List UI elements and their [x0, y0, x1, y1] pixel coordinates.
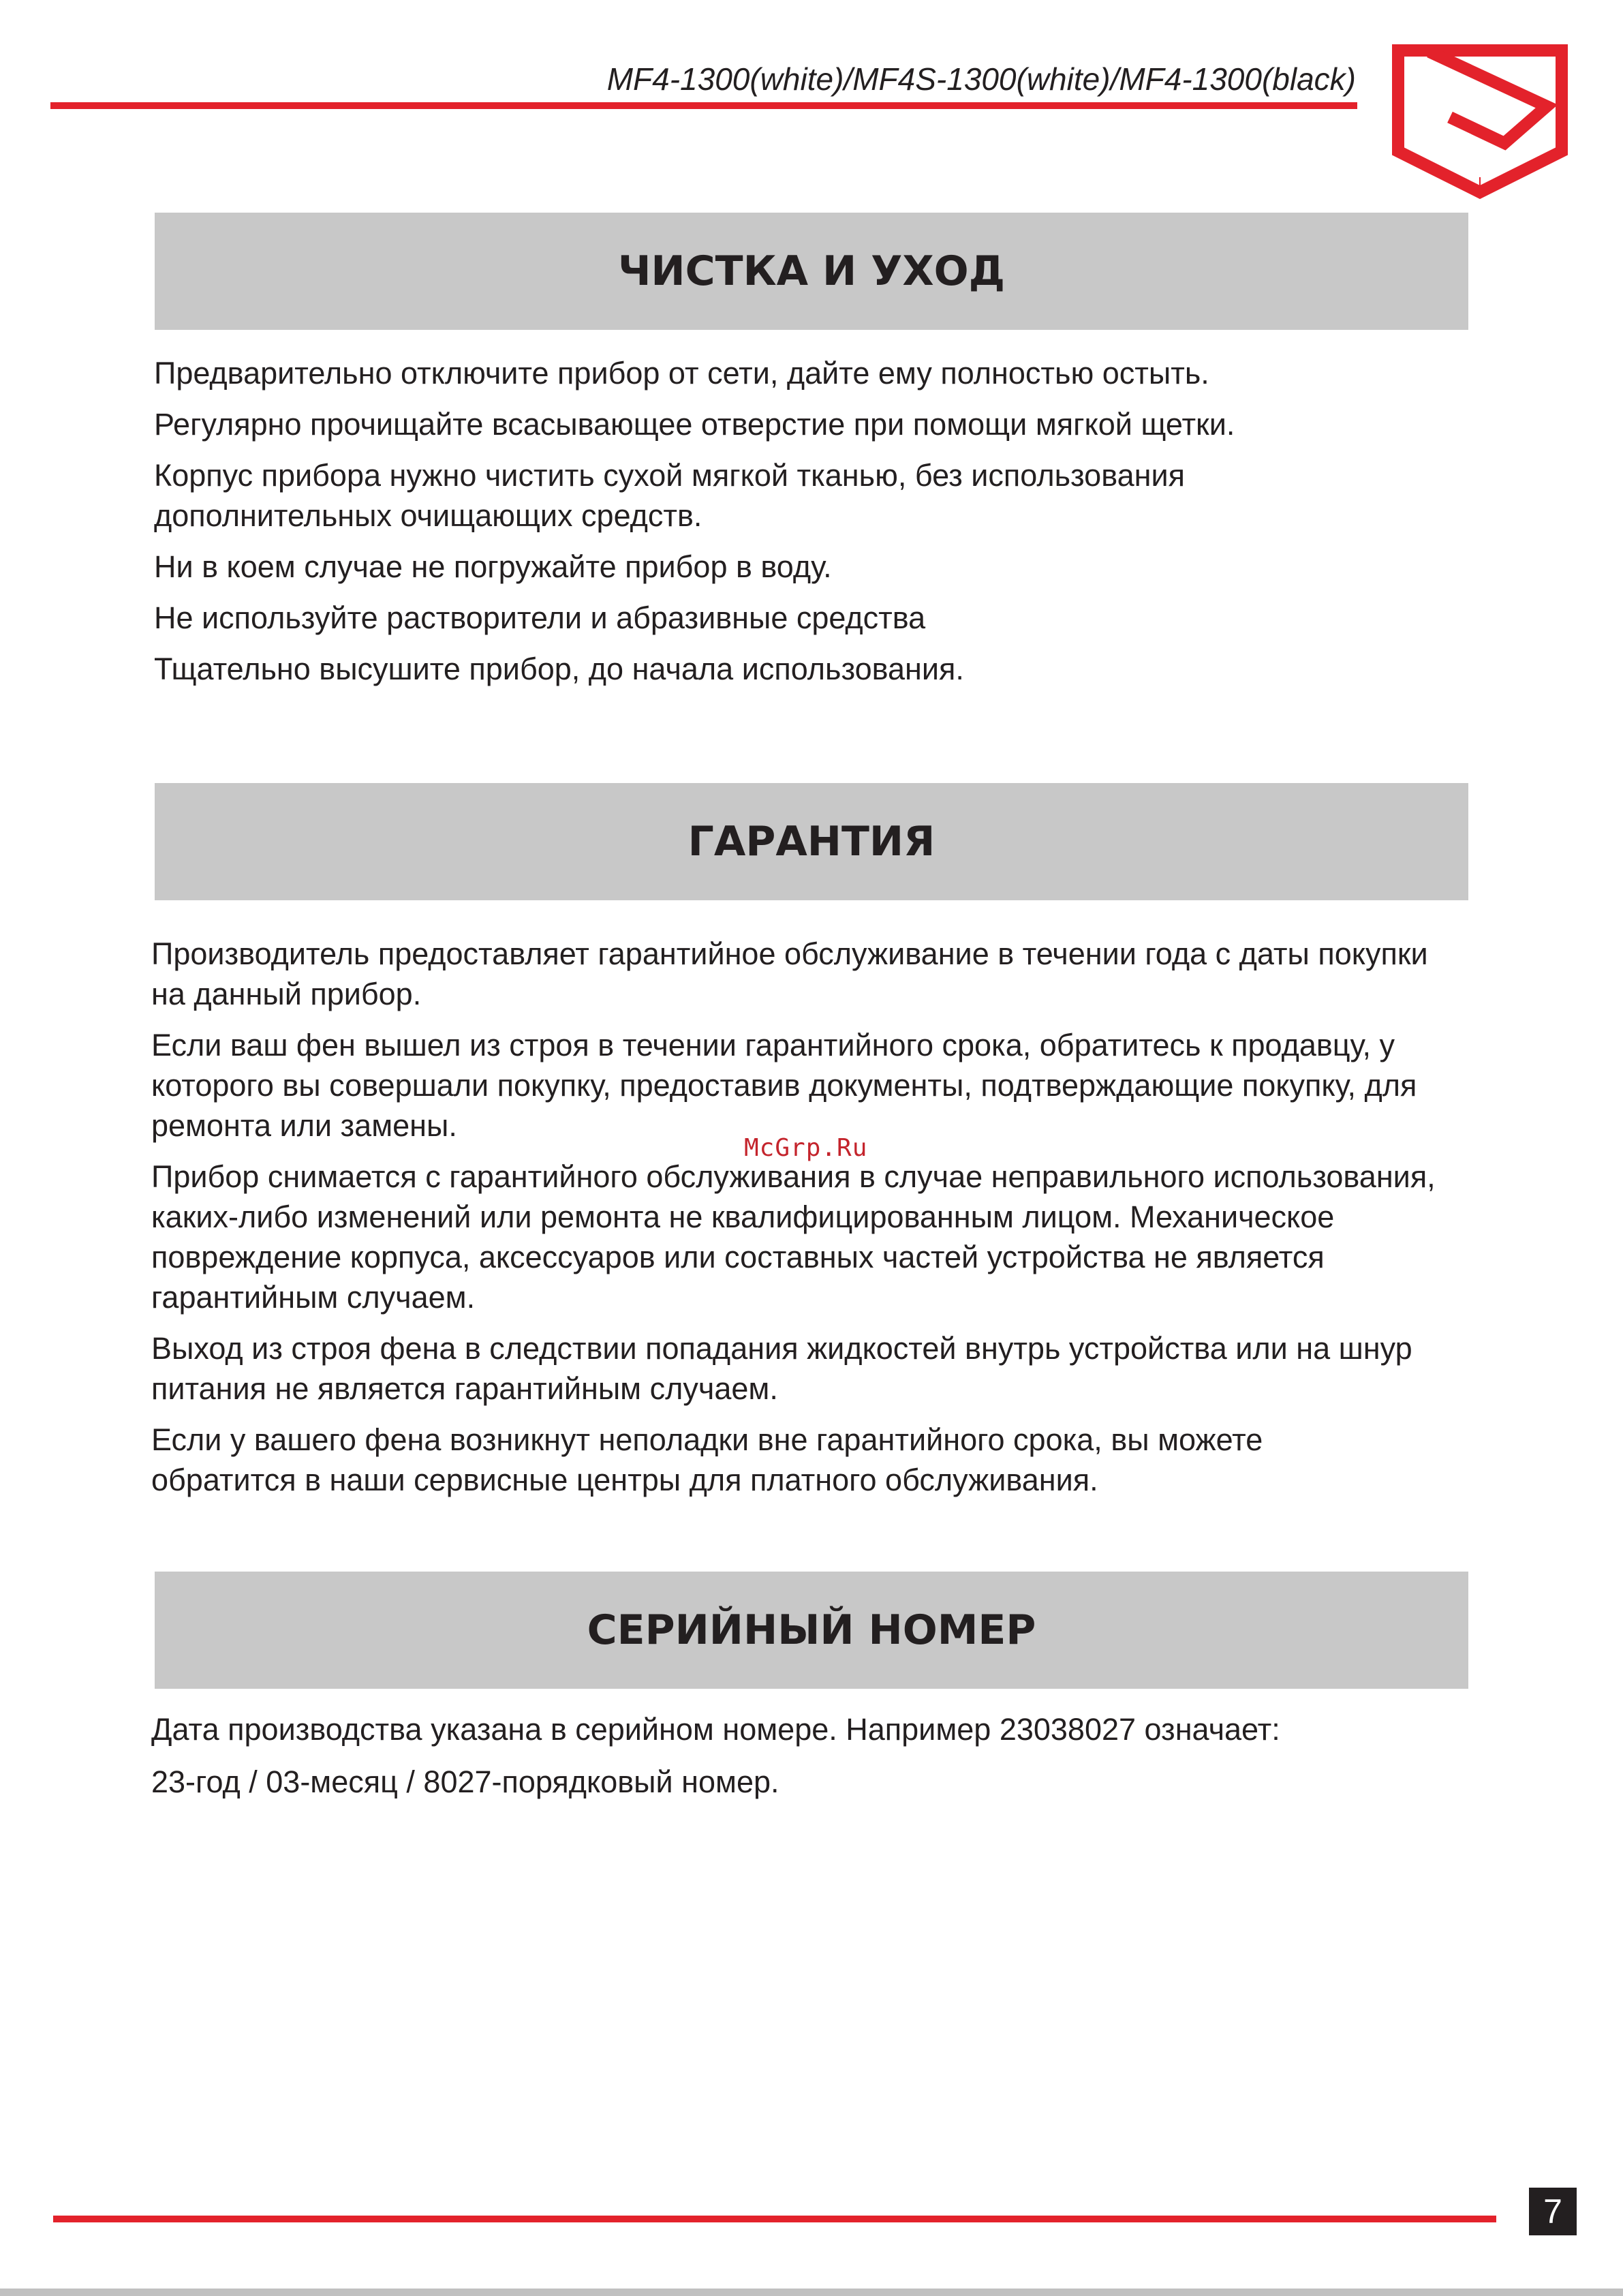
watermark: McGrp.Ru: [744, 1134, 868, 1162]
paragraph: Тщательно высушите прибор, до начала использования.: [154, 652, 964, 686]
paragraph: Выход из строя фена в следствии попадания жидкостей внутрь устройства или на шнур питания не является гарантийным случаем.: [151, 1331, 1412, 1406]
section-title-warranty: ГАРАНТИЯ: [155, 783, 1468, 900]
warranty-text: [151, 934, 1487, 1511]
paragraph: Корпус прибора нужно чистить сухой мягкой тканью, без использования дополнительных очищающих средств.: [154, 458, 1185, 533]
paragraph: Дата производства указана в серийном номере. Например 23038027 означает:: [151, 1712, 1280, 1747]
paragraph: Регулярно прочищайте всасывающее отверстие при помощи мягкой щетки.: [154, 407, 1235, 442]
red-chevron-logo-icon: [1389, 41, 1571, 199]
section-title-cleaning: ЧИСТКА И УХОД: [155, 213, 1468, 330]
paragraph: Ни в коем случае не погружайте прибор в воду.: [154, 549, 832, 584]
footer-rule: [53, 2216, 1496, 2222]
paragraph: 23-год / 03-месяц / 8027-порядковый номер.: [151, 1764, 779, 1799]
paragraph: Прибор снимается с гарантийного обслуживания в случае неправильного использования, каких-либо изменений или ремонта не квалифицированным лицом. Механическое повреждение корпуса, аксессуаров или составных частей устройства не является гарантийным случаем.: [151, 1159, 1436, 1315]
header-rule: [50, 102, 1357, 109]
paragraph: Если у вашего фена возникнут неполадки вне гарантийного срока, вы можете обратится в наши сервисные центры для платного обслуживания.: [151, 1422, 1263, 1497]
serial-text: [151, 1709, 1487, 1813]
paragraph: Не используйте растворители и абразивные средства: [154, 600, 926, 635]
section-title-serial: СЕРИЙНЫЙ НОМЕР: [155, 1572, 1468, 1689]
cleaning-text: [154, 353, 1489, 700]
page-edge: [0, 2289, 1623, 2296]
page-number: 7: [1529, 2188, 1577, 2235]
model-title: MF4-1300(white)/MF4S-1300(white)/MF4-1300(black): [606, 61, 1356, 97]
paragraph: Предварительно отключите прибор от сети, дайте ему полностью остыть.: [154, 356, 1209, 391]
paragraph: Если ваш фен вышел из строя в течении гарантийного срока, обратитесь к продавцу, у которого вы совершали покупку, предоставив документы, подтверждающие покупку, для ремонта или замены.: [151, 1028, 1417, 1143]
paragraph: Производитель предоставляет гарантийное обслуживание в течении года с даты покупки на данный прибор.: [151, 936, 1428, 1011]
